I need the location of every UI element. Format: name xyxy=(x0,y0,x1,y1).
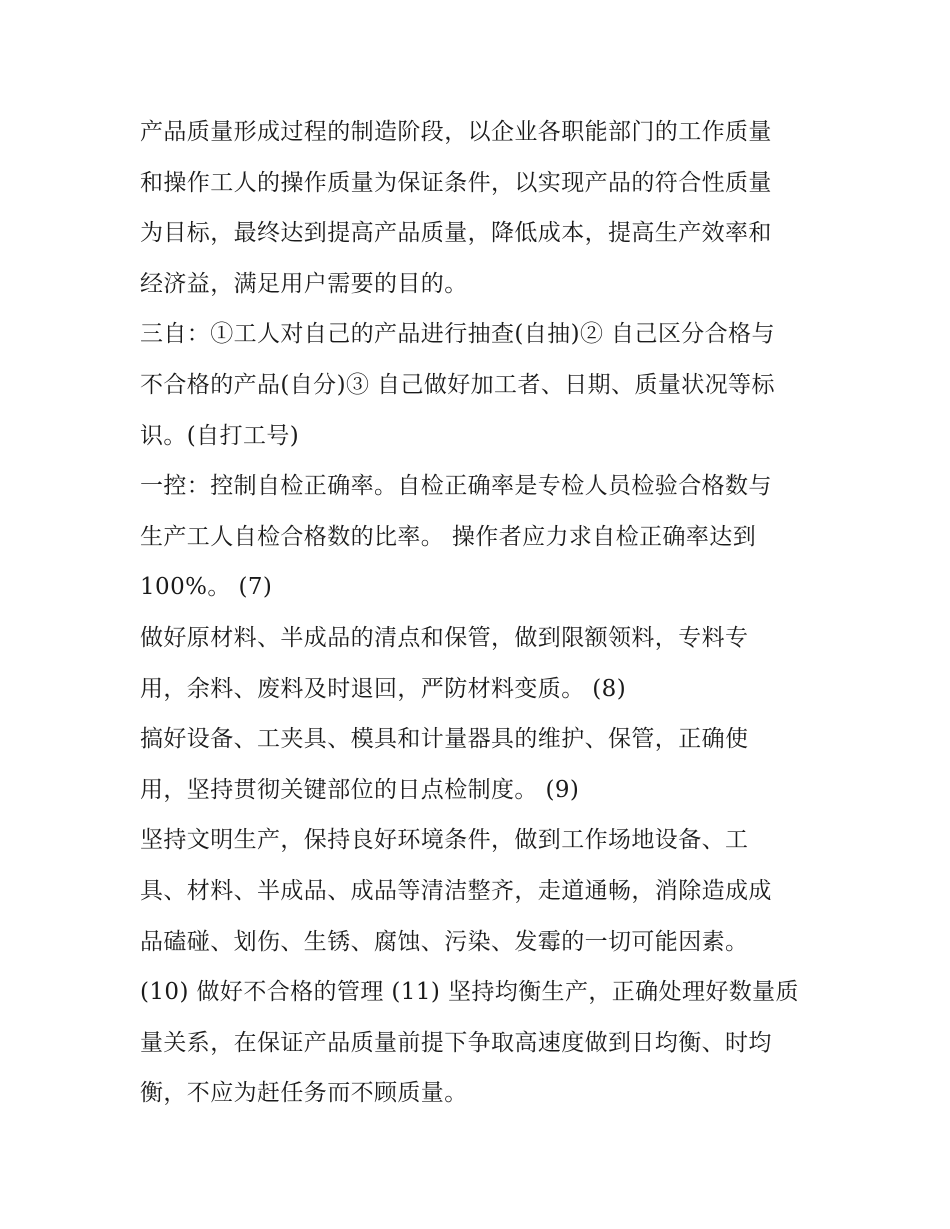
text-line: 100%。 (7) xyxy=(140,574,273,601)
text-line: 一控：控制自检正确率。自检正确率是专检人员检验合格数与 xyxy=(140,473,772,500)
text-line: 生产工人自检合格数的比率。 操作者应力求自检正确率达到 xyxy=(140,523,757,550)
text-line: 用，坚持贯彻关键部位的日点检制度。 (9) xyxy=(140,776,580,803)
text-line: 经济益，满足用户需要的目的。 xyxy=(140,270,468,297)
text-line: 三自：①工人对自己的产品进行抽查(自抽)② 自己区分合格与 xyxy=(140,321,775,348)
text-line: 为目标，最终达到提高产品质量，降低成本，提高生产效率和 xyxy=(140,220,772,247)
document-body xyxy=(140,107,820,1119)
text-line: 坚持文明生产，保持良好环境条件，做到工作场地设备、工 xyxy=(140,827,749,854)
text-line: 做好原材料、半成品的清点和保管，做到限额领料，专料专 xyxy=(140,624,749,651)
text-line: 量关系，在保证产品质量前提下争取高速度做到日均衡、时均 xyxy=(140,1029,772,1056)
text-line: (10) 做好不合格的管理 (11) 坚持均衡生产，正确处理好数量质 xyxy=(140,979,799,1006)
text-line: 品磕碰、划伤、生锈、腐蚀、污染、发霉的一切可能因素。 xyxy=(140,928,749,955)
text-line: 和操作工人的操作质量为保证条件，以实现产品的符合性质量 xyxy=(140,169,772,196)
text-line: 不合格的产品(自分)③ 自己做好加工者、日期、质量状况等标 xyxy=(140,371,775,398)
text-line: 具、材料、半成品、成品等清洁整齐，走道通畅，消除造成成 xyxy=(140,877,772,904)
text-line: 衡，不应为赶任务而不顾质量。 xyxy=(140,1080,468,1107)
text-line: 搞好设备、工夹具、模具和计量器具的维护、保管，正确使 xyxy=(140,726,749,753)
text-line: 用，余料、废料及时退回，严防材料变质。 (8) xyxy=(140,675,627,702)
text-line: 识。(自打工号) xyxy=(140,422,300,449)
text-line: 产品质量形成过程的制造阶段，以企业各职能部门的工作质量 xyxy=(140,119,772,145)
